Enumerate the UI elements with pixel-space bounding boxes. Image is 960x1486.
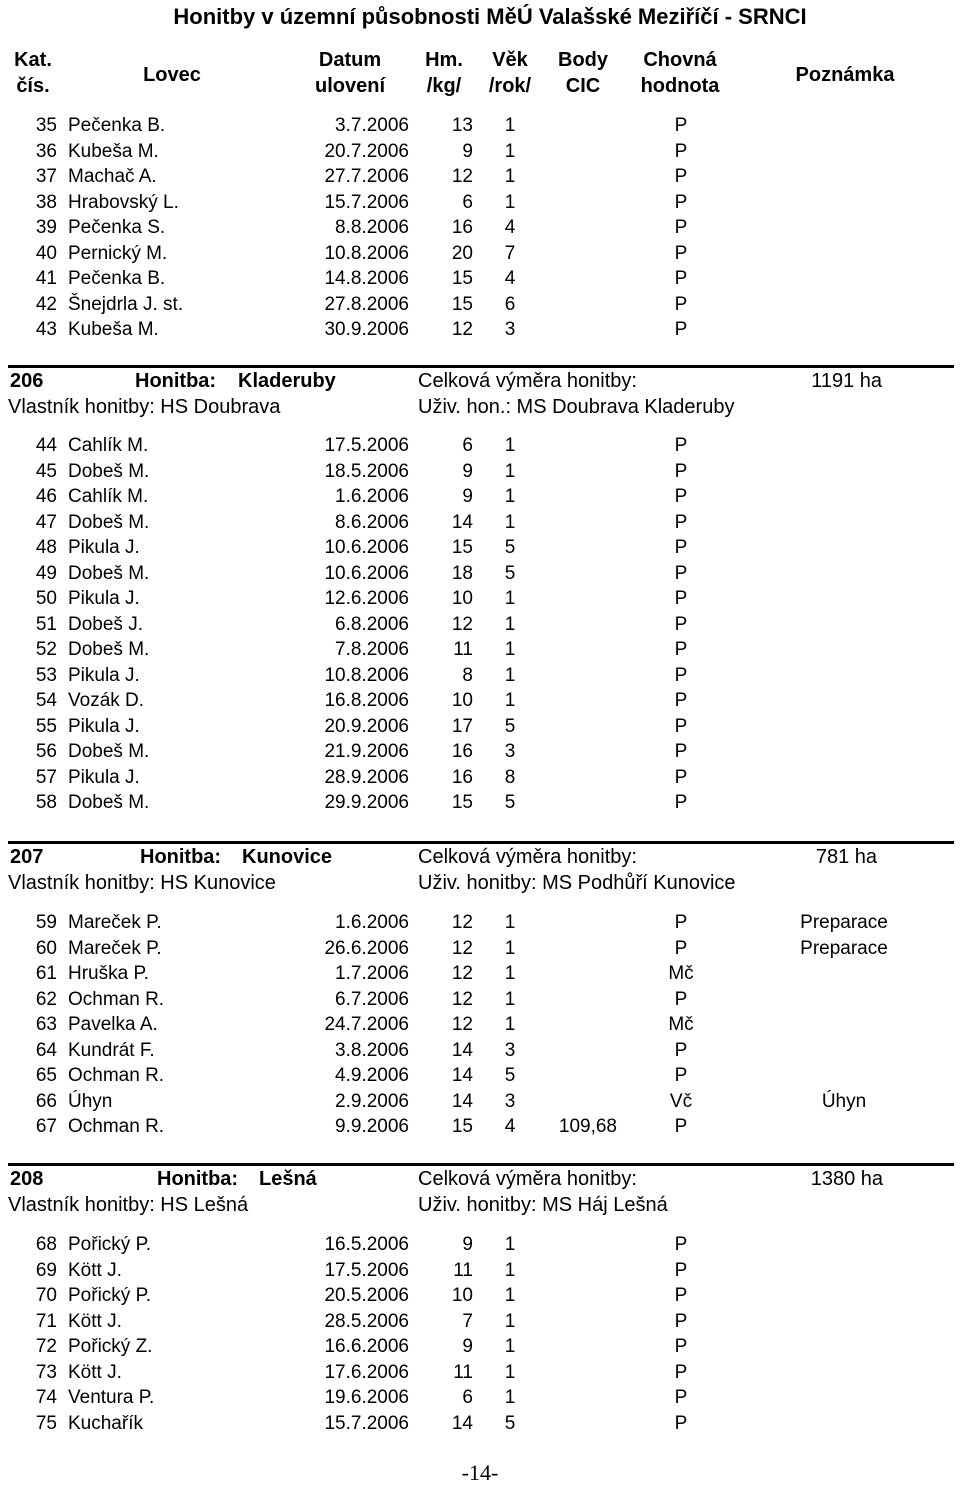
table-row: 61 Hruška P. 1.7.2006 12 1 Mč bbox=[35, 963, 694, 984]
table-row: 75 Kuchařík 15.7.2006 14 5 P bbox=[35, 1412, 688, 1434]
honitba-name: Kunovice bbox=[242, 846, 333, 868]
table-row: 64 Kundrát F. 3.8.2006 14 3 P bbox=[35, 1039, 688, 1061]
honitba-name: Kladeruby bbox=[238, 370, 336, 392]
table-row: 54 Vozák D. 16.8.2006 10 1 P bbox=[35, 690, 688, 711]
table-row: 60 Mareček P. 26.6.2006 12 1 P Preparace bbox=[35, 937, 888, 959]
area-value: 1380 ha bbox=[810, 1168, 883, 1190]
table-row: 72 Pořický Z. 16.6.2006 9 1 P bbox=[35, 1336, 688, 1357]
area-value: 781 ha bbox=[815, 846, 877, 868]
header-kat: Kat. čís. bbox=[14, 49, 52, 97]
page-title: Honitby v územní působnosti MěÚ Valašské Meziříčí - SRNCI bbox=[173, 4, 807, 29]
table-row: 40 Pernický M. 10.8.2006 20 7 P bbox=[35, 242, 688, 264]
table-row: 71 Kött J. 28.5.2006 7 1 P bbox=[35, 1310, 688, 1332]
header-hm: Hm. /kg/ bbox=[425, 49, 463, 97]
table-row: 69 Kött J. 17.5.2006 11 1 P bbox=[35, 1259, 688, 1281]
celkova-vymera-label: Celková výměra honitby: bbox=[418, 370, 637, 392]
table-row: 55 Pikula J. 20.9.2006 17 5 P bbox=[35, 715, 688, 737]
table-row: 62 Ochman R. 6.7.2006 12 1 P bbox=[35, 988, 688, 1010]
table-row: 58 Dobeš M. 29.9.2006 15 5 P bbox=[35, 792, 688, 813]
table-row: 53 Pikula J. 10.8.2006 8 1 P bbox=[35, 664, 688, 686]
table-row: 52 Dobeš M. 7.8.2006 11 1 P bbox=[35, 639, 688, 660]
table-row: 37 Machač A. 27.7.2006 12 1 P bbox=[35, 166, 688, 187]
table-row: 36 Kubeša M. 20.7.2006 9 1 P bbox=[35, 140, 688, 162]
table-row: 45 Dobeš M. 18.5.2006 9 1 P bbox=[35, 460, 688, 482]
area-value: 1191 ha bbox=[811, 370, 882, 392]
honitba-label: Honitba: bbox=[157, 1168, 239, 1190]
header-chovna-hodnota: Chovná hodnota bbox=[640, 49, 720, 97]
table-row: 48 Pikula J. 10.6.2006 15 5 P bbox=[35, 537, 688, 558]
header-vek: Věk /rok/ bbox=[488, 49, 532, 97]
header-datum: Datum ulovení bbox=[314, 49, 385, 97]
hunting-user: Uživ. honitby: MS Háj Lešná bbox=[418, 1194, 668, 1216]
section-id: 206 bbox=[10, 370, 44, 392]
table-row: 65 Ochman R. 4.9.2006 14 5 P bbox=[35, 1065, 688, 1086]
header-lovec: Lovec bbox=[143, 64, 201, 86]
honitba-label: Honitba: bbox=[140, 846, 222, 868]
table-row: 49 Dobeš M. 10.6.2006 18 5 P bbox=[35, 562, 688, 584]
table-row: 46 Cahlík M. 1.6.2006 9 1 P bbox=[35, 486, 688, 507]
table-row: 56 Dobeš M. 21.9.2006 16 3 P bbox=[35, 741, 688, 762]
table-row: 70 Pořický P. 20.5.2006 10 1 P bbox=[35, 1285, 688, 1306]
table-row: 47 Dobeš M. 8.6.2006 14 1 P bbox=[35, 511, 688, 533]
table-row: 63 Pavelka A. 24.7.2006 12 1 Mč bbox=[35, 1014, 694, 1035]
celkova-vymera-label: Celková výměra honitby: bbox=[418, 1168, 637, 1190]
celkova-vymera-label: Celková výměra honitby: bbox=[418, 846, 637, 868]
table-row: 51 Dobeš J. 6.8.2006 12 1 P bbox=[35, 613, 688, 635]
section-id: 208 bbox=[10, 1168, 44, 1190]
table-row: 43 Kubeša M. 30.9.2006 12 3 P bbox=[35, 319, 688, 340]
owner: Vlastník honitby: HS Lešná bbox=[8, 1194, 249, 1216]
hunting-user: Uživ. honitby: MS Podhůří Kunovice bbox=[418, 872, 736, 894]
table-row: 59 Mareček P. 1.6.2006 12 1 P Preparace bbox=[35, 912, 888, 933]
table-row: 66 Úhyn 2.9.2006 14 3 Vč Úhyn bbox=[35, 1090, 867, 1112]
page-number: -14- bbox=[461, 1460, 499, 1485]
honitba-name: Lešná bbox=[259, 1168, 317, 1190]
table-row: 73 Kött J. 17.6.2006 11 1 P bbox=[35, 1361, 688, 1383]
table-row: 50 Pikula J. 12.6.2006 10 1 P bbox=[35, 588, 688, 609]
section-id: 207 bbox=[10, 846, 44, 868]
table-row: 67 Ochman R. 9.9.2006 15 4 109,68 P bbox=[35, 1116, 688, 1137]
owner: Vlastník honitby: HS Doubrava bbox=[8, 396, 281, 418]
table-row: 42 Šnejdrla J. st. 27.8.2006 15 6 P bbox=[35, 293, 688, 315]
table-row: 74 Ventura P. 19.6.2006 6 1 P bbox=[35, 1387, 688, 1408]
table-row: 41 Pečenka B. 14.8.2006 15 4 P bbox=[35, 268, 688, 289]
owner: Vlastník honitby: HS Kunovice bbox=[8, 872, 276, 894]
honitba-label: Honitba: bbox=[135, 370, 217, 392]
table-row: 44 Cahlík M. 17.5.2006 6 1 P bbox=[35, 435, 688, 456]
hunting-user: Uživ. hon.: MS Doubrava Kladeruby bbox=[418, 396, 735, 418]
table-row: 35 Pečenka B. 3.7.2006 13 1 P bbox=[35, 115, 688, 136]
header-body: Body CIC bbox=[558, 49, 608, 97]
table-row: 68 Pořický P. 16.5.2006 9 1 P bbox=[35, 1234, 688, 1255]
header-poznamka: Poznámka bbox=[795, 64, 895, 86]
table-row: 38 Hrabovský L. 15.7.2006 6 1 P bbox=[35, 191, 688, 213]
table-row: 57 Pikula J. 28.9.2006 16 8 P bbox=[35, 766, 688, 788]
table-row: 39 Pečenka S. 8.8.2006 16 4 P bbox=[35, 217, 688, 238]
